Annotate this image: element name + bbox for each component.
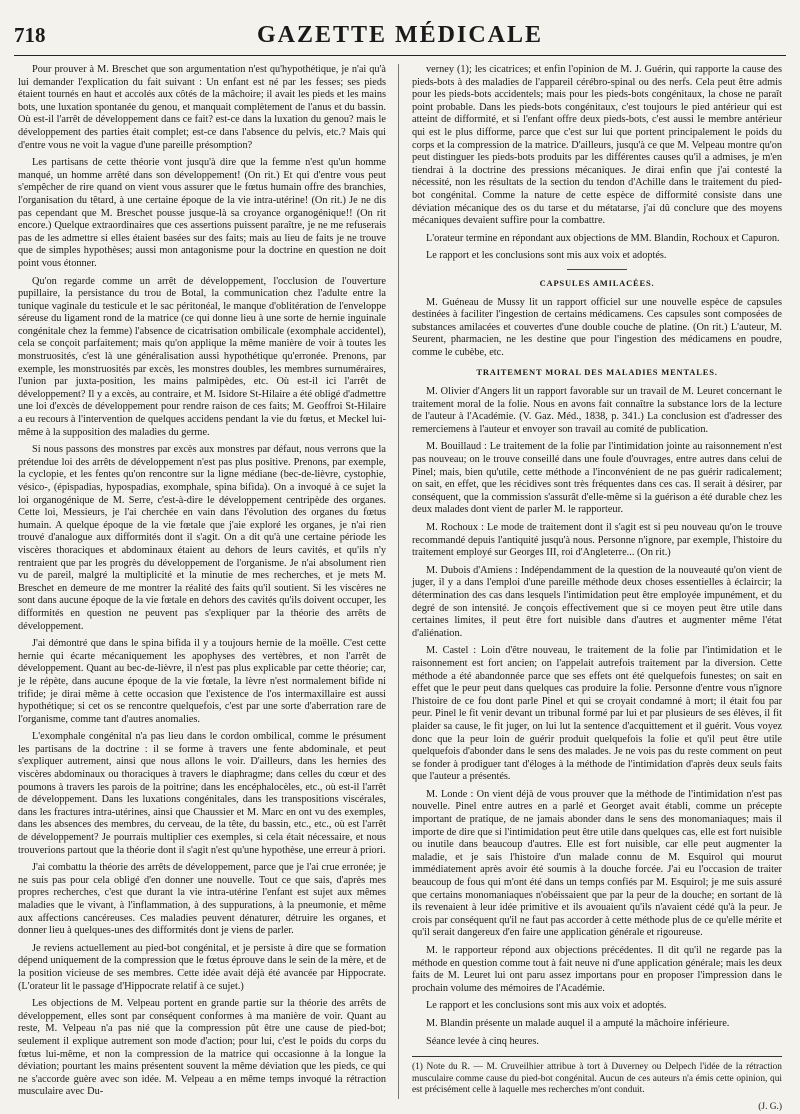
paragraph: L'orateur termine en répondant aux objections de MM. Blandin, Rochoux et Capuron.	[426, 232, 780, 244]
paragraph: Les partisans de cette théorie vont jusqu'à dire que la femme n'est qu'un homme manqué, un homme arrêté dans son développement! (On rit.) Et qui d'entre vous peut s'empêcher de rire quand on vient vous assurer que le fœtus humain offre des branchies, l'organisation du têtard, à une certaine époque de la vie intra-utérine! (On rit.) Je ne dis pas cependant que M. Breschet pousse jusque-là sa croyance organogénique!! (On rit encore.) Quelque extraordinaires que ces assertions puissent paraître, je ne me refuserais pas de les admettre si elles étaient basées sur des faits; mais au lieu de faits je ne trouve que de simples hypothèses; aussi mon antagonisme pour la doctrine en question ne doit point vous étonner.	[18, 157, 386, 269]
header-rule	[14, 55, 786, 56]
paragraph: J'ai démontré que dans le spina bifida il y a toujours hernie de la moëlle. C'est cette hernie qui écarte mécaniquement les apophyses des vertèbres, et non l'arrêt de développement. Quant au bec-de-lièvre, il n'est pas plus explicable par cette théorie; car, je le répète, dans aucune époque de la vie fœtale, la lèvre n'est normalement bifide ni trifide; je dirai même à cette occasion que l'existence de l'os intermaxillaire est aussi hypothétique; si cet os se rencontre quelquefois, c'est par une sorte d'aberration rare de l'organisme, comme tant d'autres anomalies.	[18, 638, 386, 725]
column-divider	[398, 64, 399, 1099]
paragraph: M. Rochoux : Le mode de traitement dont il s'agit est si peu nouveau qu'on le trouve recommandé depuis l'antiquité jusqu'à nous. Personne n'ignore, par exemple, l'histoire du traitement employé sur Georges III, roi d'Angleterre... (On rit.)	[412, 522, 782, 559]
paragraph: L'exomphale congénital n'a pas lieu dans le cordon ombilical, comme le présument les partisans de la doctrine : il se forme à travers une fente abdominale, et peut s'expliquer autrement, ainsi que nous allons le voir. D'ailleurs, dans les hernies des viscères abdominaux ou thoraciques à travers le diaphragme; dans celles du cœur et des poumons à travers les parois de la poitrine; dans les encéphalocèles, etc., où est-il l'arrêt de développement. Dans les luxations congénitales, dans les transpositions viscérales, dans les fractures intra-utérines, ainsi que Chaussier et M. Marc en ont vu des exemples, dans les absences des membres, du cerveau, de la tête, du bassin, etc., etc., où est l'arrêt de développement? Je pourrais multiplier ces exemples, si cela était nécessaire, et nous trouverions partout que la théorie dont il s'agit n'est qu'une hypothèse, une erreur à priori.	[18, 731, 386, 856]
paragraph: M. Londe : On vient déjà de vous prouver que la méthode de l'intimidation n'est pas nouvelle. Pinel entre autres en a parlé et Georget avait établi, comme un précepte important de pratique, de ne jamais abonder dans le sens des monomaniaques; mais il importe de dire que si l'intimidation peut être utile dans quelques cas, elle est fort nuisible ou inutile dans beaucoup d'autres. Elle est fort nuisible, car elle peut augmenter la maladie, et je sais l'histoire d'un malade connu de M. Esquirol qui mourut immédiatement après avoir été soumis à la douche forcée. J'ai eu l'occasion de traiter beaucoup de fous qui m'ont été dans un temps confiés par M. Esquirol; je me suis assuré que certains monomaniaques n'obéissaient que par la peur de la douche; en sortant de là ils revenaient à leur idée primitive et ils avouaient qu'ils n'avaient cédé qu'à la peur. Je crois par conséquent qu'il ne faut pas accorder à cette méthode plus de ce qu'elle mérite et qu'il serait dangereux d'en faire une application générale et rigoureuse.	[412, 788, 782, 939]
paragraph: M. Olivier d'Angers lit un rapport favorable sur un travail de M. Leuret concernant le traitement moral de la folie. Nous en avons fait connaître la substance lors de la lecture de l'auteur à l'Académie. (V. Gaz. Méd., 1838, p. 341.) La conclusion est d'adresser des remerciemens à l'auteur et envoyer son travail au comité de publication.	[412, 386, 782, 435]
page-header	[14, 18, 786, 52]
footnote-rule	[412, 1056, 782, 1057]
paragraph: M. Dubois d'Amiens : Indépendamment de la question de la nouveauté qu'on vient de juger, il y a dans l'emploi d'une pareille méthode deux choses essentielles à éclaircir; la détermination des cas dans lesquels l'intimidation peut être employée impunément, et du degré de son intensité. Je conçois effectivement que si ce moyen peut être utile dans certaines limites, il peut être fort nuisible dans d'autres et augmenter même l'état d'aliénation.	[412, 564, 782, 639]
paragraph: M. Guéneau de Mussy lit un rapport officiel sur une nouvelle espèce de capsules destinées à faciliter l'ingestion de certains médicamens. Ces capsules sont composées de substances amilacées et couvertes d'une double couche de platine. (On rit.) L'auteur, M. Seurent, pharmacien, ne les destine que pour l'ingestion des médicamens en poudre, comme le cubèbe, etc.	[412, 296, 782, 358]
paragraph: M. Castel : Loin d'être nouveau, le traitement de la folie par l'intimidation et le raisonnement est fort ancien; on l'appelait autrefois traitement par la diversion. Cette méthode a été abandonnée parce que ses effets ont été quelquefois funestes; on sait en effet que le peur peut dans quelques cas produire la folie. Personne d'entre vous n'ignore l'histoire de ce fou dont parle Pinel et qui se croyait condamné à mort; il était fou par peur. Pinel le fit venir devant un tribunal formé par lui et par plusieurs de ses élèves, il fit plaider sa cause, le fit juger, on lui lut la sentence d'acquittement et il guérit. Vous voyez donc que la peur loin de guérir produit quelquefois la folie et qu'il peut être utile quelquefois d'abonder dans le sens des malades. Je ne vois pas du reste comment on peut se fonder à prodiguer tant d'éloges à la méthode de l'intimidation d'après deux seuls faits que l'auteur a présentés.	[412, 645, 782, 783]
paragraph: Pour prouver à M. Breschet que son argumentation n'est qu'hypothétique, je n'ai qu'à lui demander l'explication du fait suivant : Un enfant est né par les fesses; ses pieds étaient tournés en haut et accolés aux côtés de la mâchoire; il avait les pieds et les mains bots, une luxation spontanée du genou, et manquait complètement de l'anus et du bassin. Où est-il l'arrêt de développement dans ce fait? est-ce dans la luxation du genou? mais le développement des parties était complet; est-ce dans l'absence du pelvis, etc.? Mais qui d'entre vous ne voit la vague d'une pareille présomption?	[18, 64, 386, 151]
paragraph: verney (1); les cicatrices; et enfin l'opinion de M. J. Guérin, qui rapporte la cause des pieds-bots à des maladies de l'appareil cérébro-spinal ou des nerfs. Cela peut être admis pour les pieds-bots accidentels; mais pour les pieds-bots congénitaux, la chose ne paraît point probable. Dans les pieds-bots congénitaux, c'est toujours le pied antérieur qui est atteint de difformité, et si l'enfant offre deux pieds-bots, c'est aussi le membre antérieur qui est le plus difforme, parce que c'est sur lui que portent principalement le poids du corps et la compression de la matrice. D'ailleurs, jusqu'à ce que M. Velpeau montre qu'on peut distinguer les pieds-bots produits par les différentes causes qu'il a admises, je m'en tiendrai à la doctrine des pressions mécaniques. Je dirai enfin que j'ai contesté la nécessité, non les résultats de la section du tendon d'Achille dans le traitement du pied-bot congénital. Comme la nature de cette espèce de difformité consiste dans une déviation mécanique des os du tarse et du métatarse, j'ai dû conclure que des moyens mécaniques devaient suffire pour la combattre.	[412, 64, 782, 227]
paragraph: Séance levée à cinq heures.	[426, 1035, 539, 1047]
section-rule	[567, 269, 627, 270]
section-heading-capsules: CAPSULES AMILACÉES.	[539, 277, 655, 288]
paragraph: J'ai combattu la théorie des arrêts de développement, parce que je l'ai crue erronée; je ne suis pas pour cela obligé d'en donner une nouvelle. Tout ce que sais, d'après mes propres recherches, c'est que durant la vie intra-utérine l'enfant est sujet aux mêmes maladies que le vivant, à l'inflammation, à des suppurations, à la pneumonie, et même aux affections cancéreuses. Ces maladies peuvent dénaturer, détruire les organes, et donner lieu à quelques-unes des difformités dont je viens de parler.	[18, 862, 386, 937]
footnote-signature: (J. G.)	[758, 1101, 782, 1112]
paragraph: M. Blandin présente un malade auquel il a amputé la mâchoire inférieure.	[426, 1017, 730, 1029]
left-column	[18, 64, 386, 1100]
paragraph: Le rapport et les conclusions sont mis aux voix et adoptés.	[426, 1000, 667, 1012]
right-column	[412, 64, 782, 1112]
paragraph: Si nous passons des monstres par excès aux monstres par défaut, nous verrons que la prétendue loi des arrêts de développement n'est pas plus positive. Prenons, par exemple, la cyclopie, et les fentes qu'on rencontre sur la ligne médiane (bec-de-lièvre, cystophie, vésico-, (épispadias, hypospadias, exomphale, spina bifida). On a invoqué à ce sujet la loi organogénique de M. Serre, c'est-à-dire le développement centripède des organes. Cette loi, Messieurs, je l'ai cherchée en vain dans l'évolution des organes du fœtus humain. A quelque époque de la vie fœtale que j'aie exploré les organes, je n'ai rien trouvé d'analogue aux difformités dont il s'agit. On a dit qu'à une certaine période les viscères thoraciques et abdominaux étaient au dehors de leurs cavités, et qu'ils n'y rentraient que par les progrès du développement de l'organisme. Je n'ai absolument rien vu de pareil, malgré la multiplicité et la minutie de mes recherches, et je mets M. Breschet en demeure de me montrer la réalité des faits qu'il soutient. Si les viscères ne sont dans aucune époque de la vie fœtale en dehors des cavités qu'ils doivent occuper, les difformités en question ne peuvent pas s'expliquer par la théorie des arrêts de développement.	[18, 444, 386, 632]
running-title: GAZETTE MÉDICALE	[256, 21, 544, 48]
paragraph: Je reviens actuellement au pied-bot congénital, et je persiste à dire que se formation dépend uniquement de la compression que le fœtus éprouve dans le sein de la mère, et de la position vicieuse de ses membres. Cette idée avait déjà été avancée par Hippocrate. (L'orateur lit le passage d'Hippocrate relatif à ce sujet.)	[18, 942, 386, 992]
paragraph: M. le rapporteur répond aux objections précédentes. Il dit qu'il ne regarde pas la méthode en question comme tout à fait neuve ni d'une application générale; mais les deux faits de M. Leuret lui ont paru assez importans pour en proposer l'impression dans le prochain volume des mémoires de l'Académie.	[412, 945, 782, 994]
paragraph: Les objections de M. Velpeau portent en grande partie sur la théorie des arrêts de développement, elles sont par conséquent conformes à ma manière de voir. Quant au reste, M. Velpeau n'a pas nié que la compression pût être une cause de pied-bot; seulement il explique autrement son mode d'action; pour lui, c'est le poids du corps du fœtus lui-même, et non la compression de la matrice qui occasionne à la longue la déviation; pourtant les mains présentent souvent la même déviation que les pieds, ce qui ne s'accorde guère avec son idée. M. Velpeau a en même temps invoqué la rétraction musculaire avec Du-	[18, 998, 386, 1098]
page-number: 718	[14, 22, 46, 47]
footnote: (1) Note du R. — M. Cruveilhier attribue à tort à Duverney ou Delpech l'idée de la rétraction musculaire comme cause du pied-bot congénital. Aucun de ces auteurs n'a émis cette opinion, qui est précisément celle à laquelle mes recherches m'ont conduit.	[412, 1062, 782, 1096]
paragraph: Le rapport et les conclusions sont mis aux voix et adoptés.	[426, 250, 667, 262]
paragraph: M. Bouillaud : Le traitement de la folie par l'intimidation jointe au raisonnement n'est pas nouveau; on le trouve conseillé dans une foule d'ouvrages, entre autres dans celui de Pinel; mais, bien qu'utile, cette méthode a l'inconvénient de ne pas guérir radicalement; on sait, en effet, que les récidives sont très fréquentes dans ces cas. Il serait à désirer, par conséquent, que la commission s'assurât d'elle-même si la guérison a été durable chez les deux malades dont vient de parler M. le rapporteur.	[412, 441, 782, 516]
paragraph: Qu'on regarde comme un arrêt de développement, l'occlusion de l'ouverture pupillaire, la persistance du trou de Botal, la communication chez l'adulte entre la tunique vaginale du testicule et le sac péritonéal, le manque d'oblitération de l'enveloppe séreuse du ligament rond de la matrice (ce qui donne lieu à une sorte de hernie inguinale congénitale chez la femme) l'absence de cicatrisation ombilicale (exomphale accidentel), cela se conçoit parfaitement; mais qu'on applique la même manière de voir à toutes les monstruosités, c'est là une généralisation aussi hypothétique qu'erronée. Prenons, par exemple, les monstruosités par excès, les monstres doubles, les membres surnuméraires, l'union par juxta-position, les mains palmipèdes, etc. Où est-il ici l'arrêt de développement? Il y a excès, au contraire, et M. Isidore St-Hilaire a été obligé d'admettre une loi d'excès de développement pour rendre raison de ces faits; M. Geoffroi St-Hilaire a eu recours à l'intervention de quelques accidens pendant la vie du fœtus, et Meckel lui-même à la supposition des maladies du germe.	[18, 275, 386, 438]
section-heading-folie: TRAITEMENT MORAL DES MALADIES MENTALES.	[476, 367, 718, 378]
